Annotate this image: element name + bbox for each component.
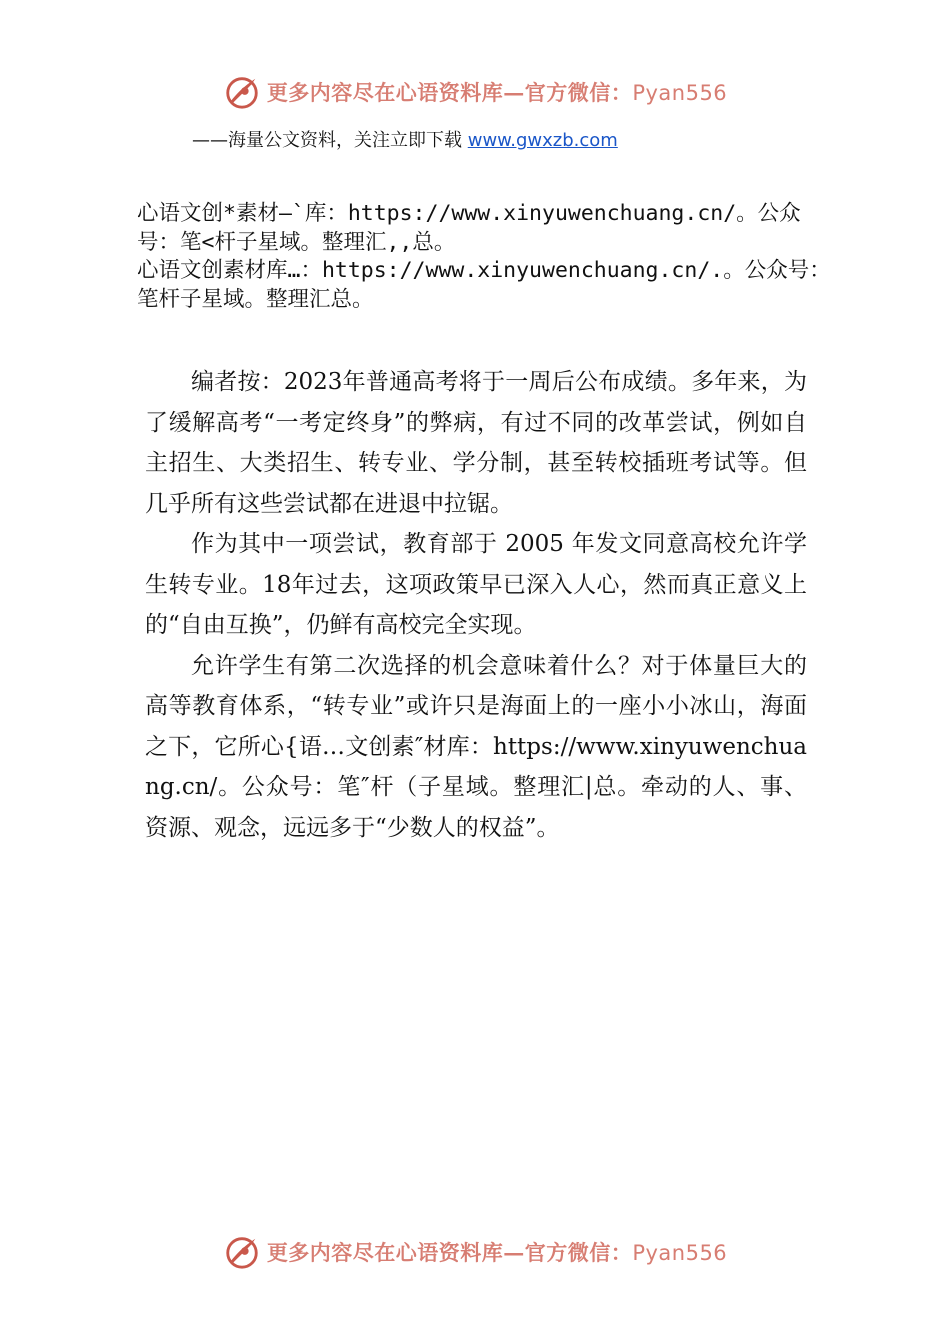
website-link[interactable]: www.gwxzb.com bbox=[467, 130, 618, 151]
pen-logo-icon bbox=[223, 73, 261, 111]
article-body bbox=[145, 362, 807, 848]
header-banner-text: 更多内容尽在心语资料库—官方微信：Pyan556 bbox=[266, 80, 728, 105]
paragraph-policy: 作为其中一项尝试，教育部于 2005 年发文同意高校允许学生转专业。18年过去，这项政策早已深入人心，然而真正意义上的“自由互换”，仍鲜有高校完全实现。 bbox=[145, 531, 807, 638]
footer-banner-text: 更多内容尽在心语资料库—官方微信：Pyan556 bbox=[266, 1240, 728, 1265]
pen-logo-icon bbox=[223, 1233, 261, 1271]
footer-wechat-id: Pyan556 bbox=[632, 1241, 728, 1265]
subline-text: ——海量公文资料，关注立即下载 bbox=[192, 130, 468, 151]
header-banner bbox=[0, 70, 950, 114]
header-wechat-id: Pyan556 bbox=[632, 81, 728, 105]
watermark-line-1: 心语文创*素材—`库：https://www.xinyuwenchuang.cn/。公众号：笔<杆子星域。整理汇,,总。 bbox=[137, 201, 801, 255]
header-subline bbox=[192, 126, 618, 152]
paragraph-second-choice: 允许学生有第二次选择的机会意味着什么？对于体量巨大的高等教育体系，“转专业”或许只是海面上的一座小小冰山，海面之下，它所心{语…文创素″材库：https://www.xinyuwenchuang.cn/。公众号：笔″杆（子星域。整理汇|总。牵动的人、事、资源、观念，远远多于“少数人的权益”。 bbox=[145, 652, 807, 841]
paragraph-editor-note: 编者按：2023年普通高考将于一周后公布成绩。多年来，为了缓解高考“一考定终身”的弊病，有过不同的改革尝试，例如自主招生、大类招生、转专业、学分制，甚至转校插班考试等。但几乎所有这些尝试都在进退中拉锯。 bbox=[145, 369, 807, 517]
footer-banner bbox=[0, 1230, 950, 1274]
watermark-line-2: 心语文创素材库…：https://www.xinyuwenchuang.cn/.。公众号：笔杆子星域。整理汇总。 bbox=[137, 258, 831, 312]
